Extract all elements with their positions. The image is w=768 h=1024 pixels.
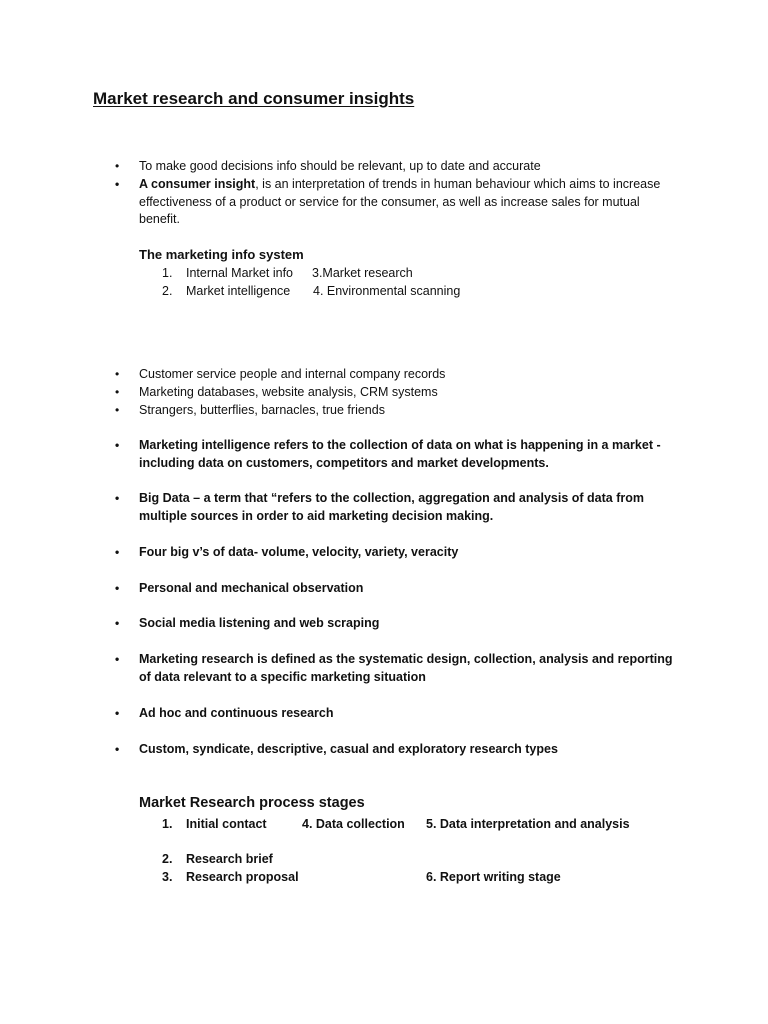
bullet-icon: • — [115, 742, 120, 756]
bullet-text: Ad hoc and continuous research — [139, 706, 334, 720]
stage-item: 4. Data collection — [302, 817, 405, 831]
bullet-icon: • — [115, 652, 120, 666]
bullet-icon: • — [115, 177, 120, 191]
stage-item: Initial contact — [186, 817, 267, 831]
bullet-icon: • — [115, 616, 120, 630]
bullet-text: Marketing intelligence refers to the collection of data on what is happening in a market - including data on customers, competitors and market developments. — [139, 438, 661, 470]
mis-number: 1. — [162, 266, 173, 280]
stage-item: 6. Report writing stage — [426, 870, 561, 884]
stage-number: 1. — [162, 817, 173, 831]
bullet-text — [139, 176, 674, 229]
mis-item: 4. Environmental scanning — [313, 284, 461, 298]
stage-item: 5. Data interpretation and analysis — [426, 817, 630, 831]
mis-item: Internal Market info — [186, 266, 293, 280]
bullet-text: Strangers, butterflies, barnacles, true friends — [139, 403, 385, 417]
bullet-icon: • — [115, 491, 120, 505]
bullet-icon: • — [115, 403, 120, 417]
mis-heading: The marketing info system — [139, 247, 304, 262]
bullet-icon: • — [115, 385, 120, 399]
bullet-text: Big Data – a term that “refers to the collection, aggregation and analysis of data from multiple sources in order to aid marketing decision making. — [139, 491, 644, 523]
consumer-insight-term: A consumer insight — [139, 177, 256, 191]
bullet-icon: • — [115, 581, 120, 595]
bullet-text: Marketing research is defined as the systematic design, collection, analysis and reporting of data relevant to a specific marketing situation — [139, 652, 673, 684]
bullet-text: Customer service people and internal company records — [139, 367, 446, 381]
mis-item: Market intelligence — [186, 284, 291, 298]
bullet-text: Personal and mechanical observation — [139, 581, 364, 595]
consumer-insight-definition: , is an interpretation of trends in human behaviour which aims to increase effectiveness of a product or service for the consumer, as well as increase sales for mutual benefit. — [139, 177, 661, 226]
stage-number: 2. — [162, 852, 173, 866]
stage-item: Research proposal — [186, 870, 299, 884]
stages-heading: Market Research process stages — [139, 795, 365, 811]
bullet-icon: • — [115, 545, 120, 559]
bullet-text: Social media listening and web scraping — [139, 616, 380, 630]
bullet-icon: • — [115, 438, 120, 452]
bullet-text: Four big v’s of data- volume, velocity, variety, veracity — [139, 545, 459, 559]
stage-item: Research brief — [186, 852, 273, 866]
mis-item: 3.Market research — [312, 266, 413, 280]
bullet-icon: • — [115, 367, 120, 381]
mis-number: 2. — [162, 284, 173, 298]
bullet-icon: • — [115, 706, 120, 720]
document-title: Market research and consumer insights — [93, 89, 415, 108]
bullet-text: To make good decisions info should be relevant, up to date and accurate — [139, 159, 541, 173]
bullet-text: Custom, syndicate, descriptive, casual and exploratory research types — [139, 742, 558, 756]
stage-number: 3. — [162, 870, 173, 884]
bullet-text: Marketing databases, website analysis, CRM systems — [139, 385, 438, 399]
bullet-icon: • — [115, 159, 120, 173]
